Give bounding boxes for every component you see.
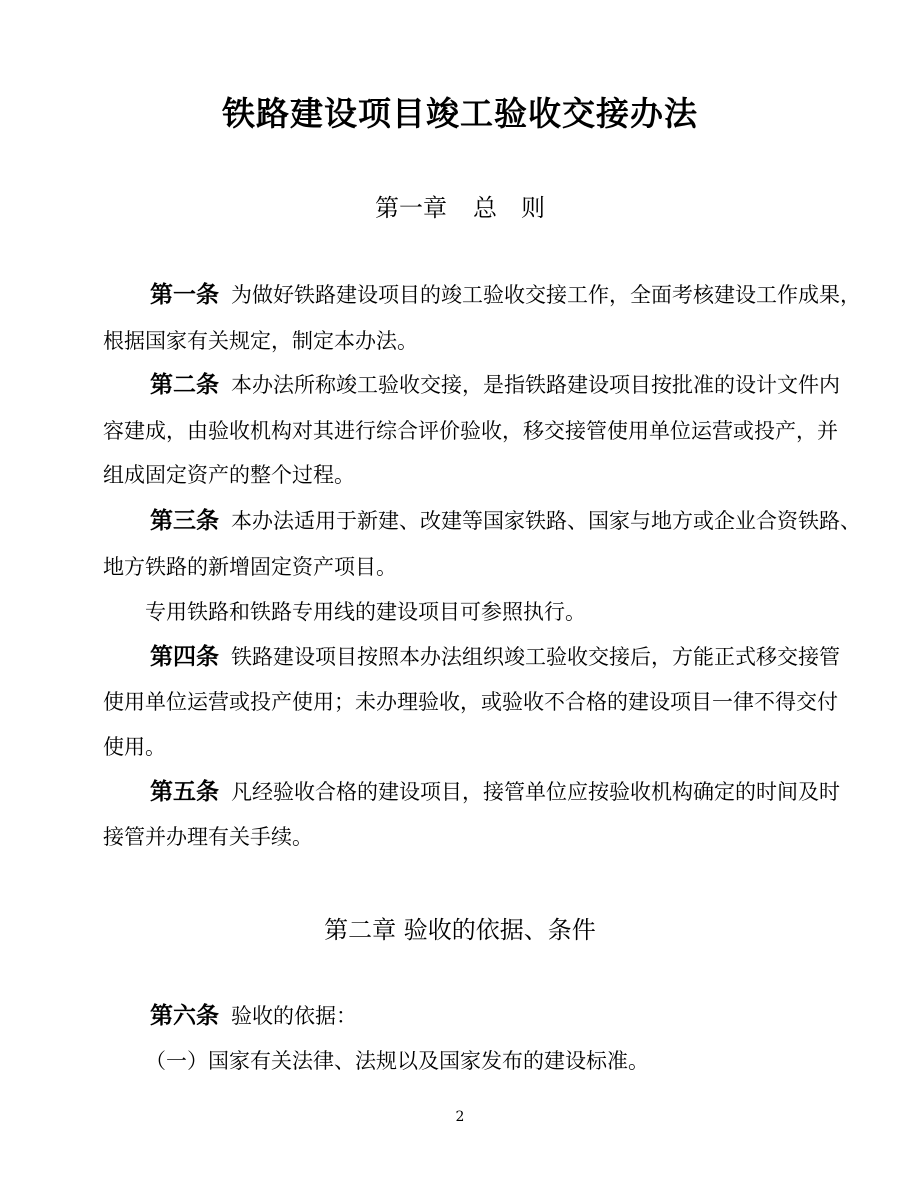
article-3-label: 第三条 [150, 508, 219, 534]
document-title: 铁路建设项目竣工验收交接办法 [222, 94, 698, 133]
article-2-line-2: 容建成，由验收机构对其进行综合评价验收，移交接管使用单位运营或投产，并 [103, 419, 838, 443]
article-3-line-1 [150, 506, 890, 536]
article-4-text-1: 铁路建设项目按照本办法组织竣工验收交接后，方能正式移交接管 [231, 645, 840, 669]
article-1-line-2: 根据国家有关规定，制定本办法。 [103, 329, 418, 353]
article-1-label: 第一条 [150, 282, 219, 308]
article-4-line-1 [150, 642, 890, 672]
article-5-line-2: 接管并办理有关手续。 [103, 825, 313, 849]
article-6-line-1 [150, 1001, 890, 1031]
article-2-text-1: 本办法所称竣工验收交接，是指铁路建设项目按批准的设计文件内 [231, 373, 840, 397]
chapter-1-heading [0, 188, 920, 223]
article-1-line-1 [150, 280, 890, 310]
article-4-label: 第四条 [150, 644, 219, 670]
article-2-line-1 [150, 370, 890, 400]
article-5-label: 第五条 [150, 779, 219, 805]
article-5-line-1 [150, 777, 890, 807]
page-number: 2 [455, 1109, 465, 1125]
chapter-2-heading: 第二章 验收的依据、条件 [324, 916, 596, 944]
article-2-line-3: 组成固定资产的整个过程。 [103, 463, 355, 487]
article-6-item-1: （一）国家有关法律、法规以及国家发布的建设标准。 [145, 1049, 649, 1073]
chapter-1-name: 总 则 [473, 194, 545, 222]
article-3-line-2: 地方铁路的新增固定资产项目。 [103, 555, 397, 579]
article-3-line-3: 专用铁路和铁路专用线的建设项目可参照执行。 [145, 600, 586, 624]
chapter-1-label: 第一章 [375, 194, 447, 222]
article-2-label: 第二条 [150, 372, 219, 398]
article-4-line-2: 使用单位运营或投产使用；未办理验收，或验收不合格的建设项目一律不得交付 [103, 690, 838, 714]
article-4-line-3: 使用。 [103, 735, 166, 759]
article-6-text-1: 验收的依据： [231, 1004, 357, 1028]
article-3-text-1: 本办法适用于新建、改建等国家铁路、国家与地方或企业合资铁路、 [231, 509, 861, 533]
article-1-text-1: 为做好铁路建设项目的竣工验收交接工作，全面考核建设工作成果， [231, 283, 861, 307]
article-6-label: 第六条 [150, 1003, 219, 1029]
article-5-text-1: 凡经验收合格的建设项目，接管单位应按验收机构确定的时间及时 [231, 780, 840, 804]
